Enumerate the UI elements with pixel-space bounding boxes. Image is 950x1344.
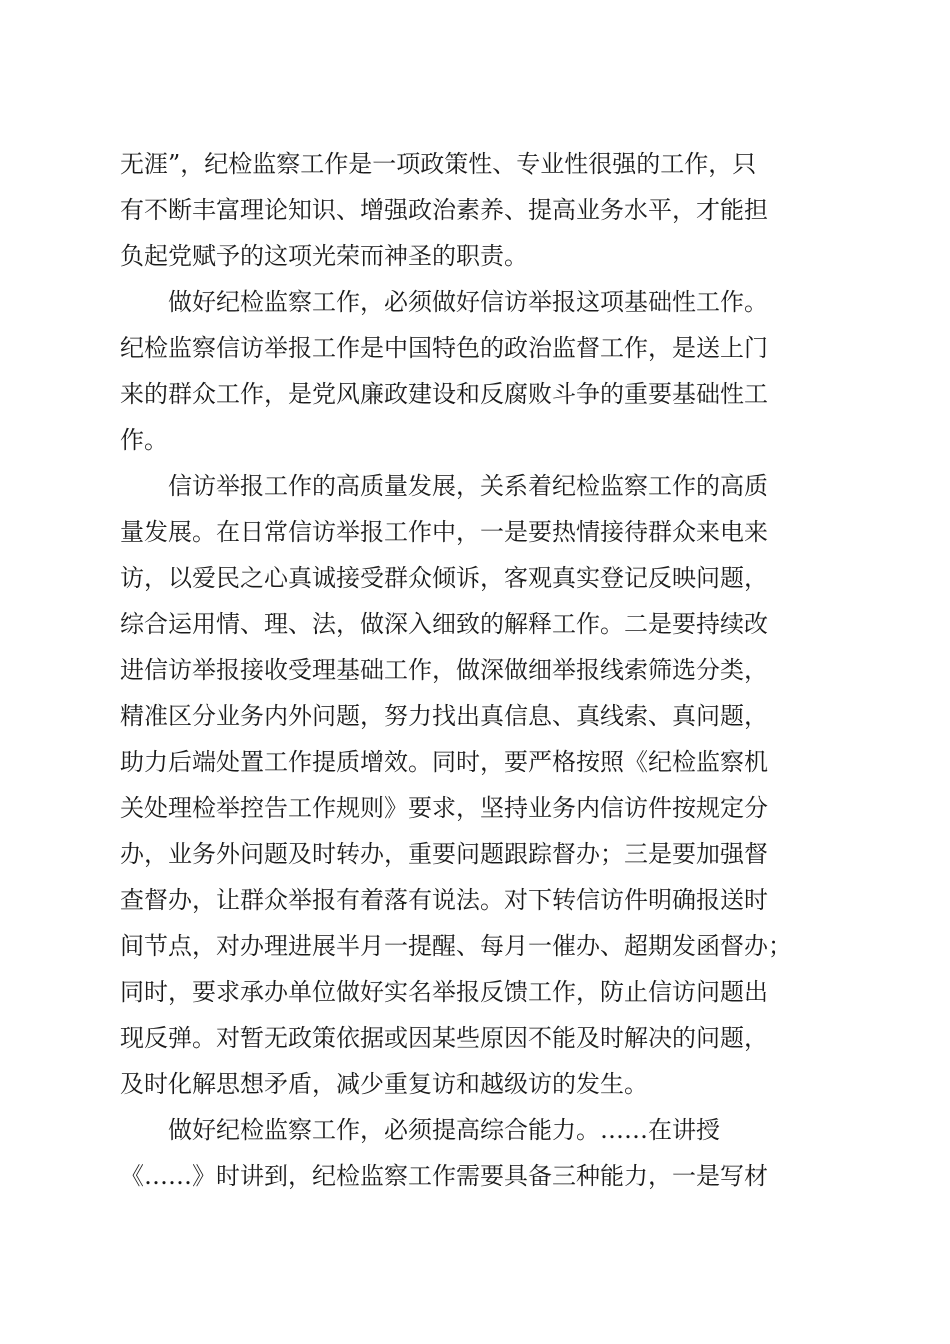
- paragraph-2-line-3: 来的群众工作，是党风廉政建设和反腐败斗争的重要基础性工: [120, 380, 768, 408]
- paragraph-3-line-4: 综合运用情、理、法，做深入细致的解释工作。二是要持续改: [120, 610, 768, 638]
- paragraph-1-line-3: 负起党赋予的这项光荣而神圣的职责。: [120, 242, 528, 270]
- paragraph-2-line-2: 纪检监察信访举报工作是中国特色的政治监督工作，是送上门: [120, 334, 768, 362]
- paragraph-3-line-10: 查督办，让群众举报有着落有说法。对下转信访件明确报送时: [120, 886, 768, 914]
- paragraph-3-line-5: 进信访举报接收受理基础工作，做深做细举报线索筛选分类，: [120, 656, 768, 684]
- paragraph-3-line-12: 同时，要求承办单位做好实名举报反馈工作，防止信访问题出: [120, 978, 768, 1006]
- paragraph-1-line-1: 无涯”，纪检监察工作是一项政策性、专业性很强的工作，只: [120, 150, 757, 178]
- paragraph-3-line-3: 访，以爱民之心真诚接受群众倾诉，客观真实登记反映问题，: [120, 564, 768, 592]
- paragraph-3-line-2: 量发展。在日常信访举报工作中，一是要热情接待群众来电来: [120, 518, 768, 546]
- paragraph-4-line-2: 《……》时讲到，纪检监察工作需要具备三种能力，一是写材: [120, 1162, 768, 1190]
- paragraph-3-line-9: 办，业务外问题及时转办，重要问题跟踪督办；三是要加强督: [120, 840, 768, 868]
- paragraph-3-line-6: 精准区分业务内外问题，努力找出真信息、真线索、真问题，: [120, 702, 768, 730]
- paragraph-2-line-4: 作。: [120, 426, 168, 454]
- paragraph-4-line-1: 做好纪检监察工作，必须提高综合能力。……在讲授: [168, 1116, 720, 1144]
- paragraph-3-line-13: 现反弹。对暂无政策依据或因某些原因不能及时解决的问题，: [120, 1024, 768, 1052]
- paragraph-3-line-1: 信访举报工作的高质量发展，关系着纪检监察工作的高质: [168, 472, 768, 500]
- paragraph-3-line-7: 助力后端处置工作提质增效。同时，要严格按照《纪检监察机: [120, 748, 768, 776]
- paragraph-1-line-2: 有不断丰富理论知识、增强政治素养、提高业务水平，才能担: [120, 196, 768, 224]
- paragraph-3-line-14: 及时化解思想矛盾，减少重复访和越级访的发生。: [120, 1070, 648, 1098]
- paragraph-3-line-11: 间节点，对办理进展半月一提醒、每月一催办、超期发函督办；: [120, 932, 792, 960]
- paragraph-2-line-1: 做好纪检监察工作，必须做好信访举报这项基础性工作。: [168, 288, 768, 316]
- paragraph-3-line-8: 关处理检举控告工作规则》要求，坚持业务内信访件按规定分: [120, 794, 768, 822]
